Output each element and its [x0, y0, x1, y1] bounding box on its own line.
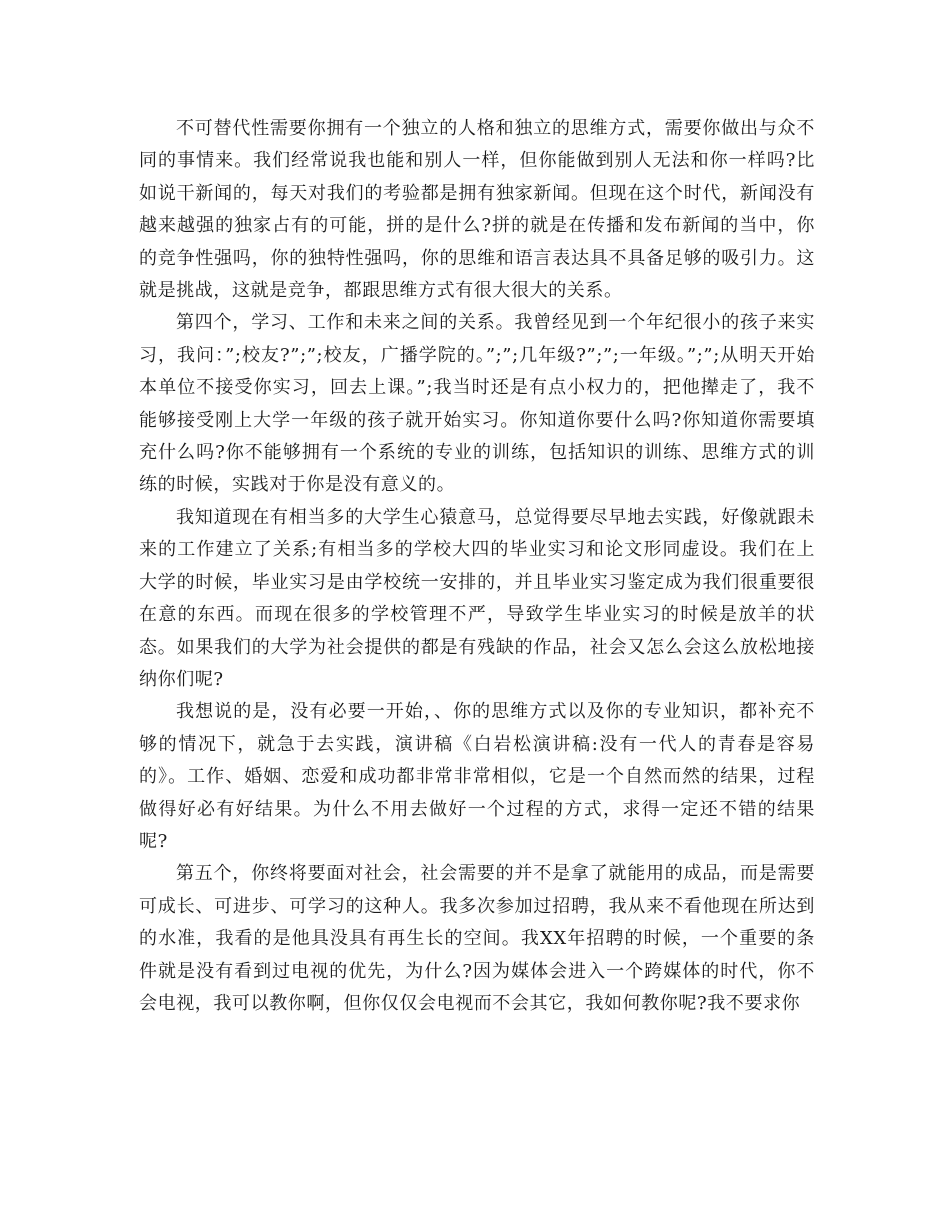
paragraph-1: 不可替代性需要你拥有一个独立的人格和独立的思维方式，需要你做出与众不同的事情来。我们经常说我也能和别人一样，但你能做到别人无法和你一样吗?比如说干新闻的，每天对我们的考验都是拥有独家新闻。但现在这个时代，新闻没有越来越强的独家占有的可能，拼的是什么?拼的就是在传播和发布新闻的当中，你的竞争性强吗，你的独特性强吗，你的思维和语言表达具不具备足够的吸引力。这就是挑战，这就是竞争，都跟思维方式有很大很大的关系。: [139, 118, 815, 302]
paragraph-4: 我想说的是，没有必要一开始，、你的思维方式以及你的专业知识，都补充不够的情况下，就急于去实践，演讲稿《白岩松演讲稿:没有一代人的青春是容易的》。工作、婚姻、恋爱和成功都非常非常相似，它是一个自然而然的结果，过程做得好必有好结果。为什么不用去做好一个过程的方式，求得一定还不错的结果呢?: [139, 701, 815, 852]
document-body: [139, 113, 815, 1020]
paragraph-5: 第五个，你终将要面对社会，社会需要的并不是拿了就能用的成品，而是需要可成长、可进步、可学习的这种人。我多次参加过招聘，我从来不看他现在所达到的水准，我看的是他具没具有再生长的空间。我XX年招聘的时候，一个重要的条件就是没有看到过电视的优先，为什么?因为媒体会进入一个跨媒体的时代，你不会电视，我可以教你啊，但你仅仅会电视而不会其它，我如何教你呢?我不要求你: [139, 863, 815, 1014]
paragraph-2: 第四个，学习、工作和未来之间的关系。我曾经见到一个年纪很小的孩子来实习，我问：”;校友?”;”;校友，广播学院的。”;”;几年级?”;”;一年级。”;”;从明天开始本单位不接受你实习，回去上课。”;我当时还是有点小权力的，把他撵走了，我不能够接受刚上大学一年级的孩子就开始实习。你知道你要什么吗?你知道你需要填充什么吗?你不能够拥有一个系统的专业的训练，包括知识的训练、思维方式的训练的时候，实践对于你是没有意义的。: [139, 312, 815, 496]
paragraph-3: 我知道现在有相当多的大学生心猿意马，总觉得要尽早地去实践，好像就跟未来的工作建立了关系;有相当多的学校大四的毕业实习和论文形同虚设。我们在上大学的时候，毕业实习是由学校统一安排的，并且毕业实习鉴定成为我们很重要很在意的东西。而现在很多的学校管理不严，导致学生毕业实习的时候是放羊的状态。如果我们的大学为社会提供的都是有残缺的作品，社会又怎么会这么放松地接纳你们呢?: [139, 506, 815, 690]
